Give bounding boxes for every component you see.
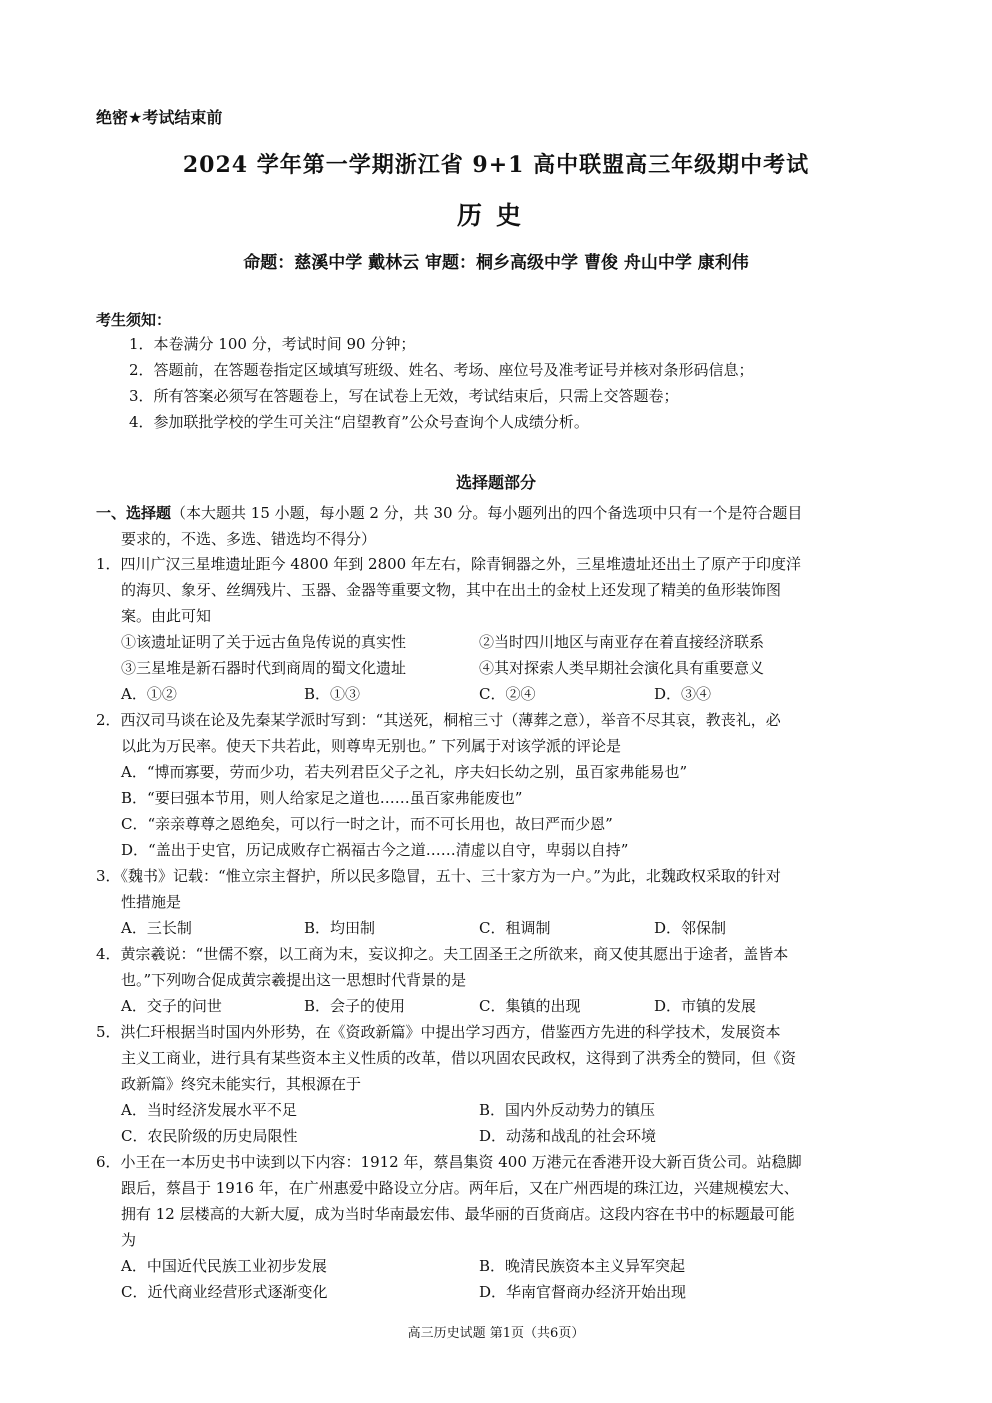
option-b: B．均田制	[304, 919, 376, 937]
notice-item: 4．参加联批学校的学生可关注“启望教育”公众号查询个人成绩分析。	[129, 413, 589, 431]
option-row	[121, 1123, 901, 1149]
option-d: D．动荡和战乱的社会环境	[479, 1127, 657, 1145]
option-row	[121, 811, 901, 837]
option-row	[121, 759, 901, 785]
question-stem: 为	[121, 1231, 137, 1249]
confidential-mark: 绝密★考试结束前	[96, 108, 223, 127]
question-5	[96, 1019, 901, 1097]
option-c: C．集镇的出现	[479, 997, 581, 1015]
option-a: A．“博而寡要，劳而少功，若夫列君臣父子之礼，序夫妇长幼之别，虽百家弗能易也”	[121, 763, 688, 781]
question-stem: 5．洪仁玕根据当时国内外形势，在《资政新篇》中提出学习西方，借鉴西方先进的科学技术，发展资本	[96, 1023, 781, 1041]
option-d: D．邻保制	[654, 919, 727, 937]
option-row	[121, 993, 901, 1019]
option-a: A．①②	[121, 685, 177, 703]
option-c: C．农民阶级的历史局限性	[121, 1127, 298, 1145]
option-row	[121, 915, 901, 941]
section-title: 选择题部分	[455, 473, 536, 492]
statement: ②当时四川地区与南亚存在着直接经济联系	[479, 633, 765, 651]
exam-title: 2024 学年第一学期浙江省 9+1 高中联盟高三年级期中考试	[182, 152, 810, 178]
authors-line: 命题：慈溪中学 戴林云 审题：桐乡高级中学 曹俊 舟山中学 康利伟	[243, 253, 749, 273]
option-b: B．晚清民族资本主义异军突起	[479, 1257, 686, 1275]
question-stem: 的海贝、象牙、丝绸残片、玉器、金器等重要文物，其中在出土的金杖上还发现了精美的鱼形装饰图	[121, 581, 782, 599]
option-a: A．中国近代民族工业初步发展	[121, 1257, 327, 1275]
option-row	[121, 1279, 901, 1305]
option-b: B．会子的使用	[304, 997, 406, 1015]
question-stem: 拥有 12 层楼高的大新大厦，成为当时华南最宏伟、最华丽的百货商店。这段内容在书中的标题最可能	[121, 1205, 795, 1223]
question-stem: 主义工商业，进行具有某些资本主义性质的改革，借以巩固农民政权，这得到了洪秀全的赞同，但《资	[121, 1049, 797, 1067]
option-a: A．三长制	[121, 919, 192, 937]
question-3	[96, 863, 901, 915]
option-row	[121, 1097, 901, 1123]
option-b: B．“要曰强本节用，则人给家足之道也……虽百家弗能废也”	[121, 789, 523, 807]
part-heading	[96, 500, 896, 552]
notice-item: 1．本卷满分 100 分，考试时间 90 分钟；	[129, 335, 416, 353]
question-stem: 政新篇》终究未能实行，其根源在于	[121, 1075, 362, 1093]
question-stem: 2．西汉司马谈在论及先秦某学派时写到：“其送死，桐棺三寸（薄葬之意），举音不尽其哀，教丧礼，必	[96, 711, 781, 729]
option-d: D．市镇的发展	[654, 997, 757, 1015]
option-c: C．租调制	[479, 919, 551, 937]
question-4	[96, 941, 901, 993]
statement: ③三星堆是新石器时代到商周的蜀文化遗址	[121, 659, 407, 677]
question-2	[96, 707, 901, 759]
option-row	[121, 837, 901, 863]
option-row	[121, 1253, 901, 1279]
question-stem: 1．四川广汉三星堆遗址距今 4800 年到 2800 年左右，除青铜器之外，三星堆遗址还出土了原产于印度洋	[96, 555, 801, 573]
option-a: A．交子的问世	[121, 997, 222, 1015]
question-stem: 跟后，蔡昌于 1916 年，在广州惠爱中路设立分店。两年后，又在广州西堤的珠江边，兴建规模宏大、	[121, 1179, 799, 1197]
option-row	[121, 681, 901, 707]
notice-item: 2．答题前，在答题卷指定区域填写班级、姓名、考场、座位号及准考证号并核对条形码信息；	[129, 361, 754, 379]
question-6	[96, 1149, 901, 1253]
statement-row	[121, 629, 901, 655]
question-stem: 6．小王在一本历史书中读到以下内容：1912 年，蔡昌集资 400 万港元在香港开设大新百货公司。站稳脚	[96, 1153, 802, 1171]
part-instructions: （本大题共 15 小题，每小题 2 分，共 30 分。每小题列出的四个备选项中只有一个是符合题目	[171, 504, 803, 522]
notice-item: 3．所有答案必须写在答题卷上，写在试卷上无效，考试结束后，只需上交答题卷；	[129, 387, 679, 405]
question-1	[96, 551, 901, 629]
question-stem: 也。”下列吻合促成黄宗羲提出这一思想时代背景的是	[121, 971, 467, 989]
option-b: B．①③	[304, 685, 361, 703]
option-c: C．②④	[479, 685, 536, 703]
question-stem: 以此为万民率。使天下共若此，则尊卑无别也。” 下列属于对该学派的评论是	[121, 737, 621, 755]
option-d: D．③④	[654, 685, 712, 703]
question-stem: 性措施是	[121, 893, 182, 911]
option-d: D．华南官督商办经济开始出现	[479, 1283, 687, 1301]
question-stem: 3．《魏书》记载：“惟立宗主督护，所以民多隐冒，五十、三十家方为一户。”为此，北魏政权采取的针对	[96, 867, 781, 885]
question-stem: 4．黄宗羲说：“世儒不察，以工商为末，妄议抑之。夫工固圣王之所欲来，商又使其愿出于途者，盖皆本	[96, 945, 789, 963]
option-c: C．近代商业经营形式逐渐变化	[121, 1283, 328, 1301]
statement-row	[121, 655, 901, 681]
option-a: A．当时经济发展水平不足	[121, 1101, 297, 1119]
statement: ①该遗址证明了关于远古鱼凫传说的真实性	[121, 633, 407, 651]
statement: ④其对探索人类早期社会演化具有重要意义	[479, 659, 765, 677]
question-stem: 案。由此可知	[121, 607, 212, 625]
page-footer: 高三历史试题 第1页（共6页）	[407, 1326, 585, 1341]
option-c: C．“亲亲尊尊之恩绝矣，可以行一时之计，而不可长用也，故曰严而少恩”	[121, 815, 613, 833]
notice-title: 考生须知：	[96, 311, 172, 329]
subject-title: 历史	[456, 201, 535, 230]
option-row	[121, 785, 901, 811]
option-d: D．“盖出于史官，历记成败存亡祸福古今之道……清虚以自守，卑弱以自持”	[121, 841, 629, 859]
part-label: 一、选择题	[96, 504, 172, 522]
option-b: B．国内外反动势力的镇压	[479, 1101, 656, 1119]
part-instructions-cont: 要求的，不选、多选、错选均不得分）	[121, 530, 377, 548]
